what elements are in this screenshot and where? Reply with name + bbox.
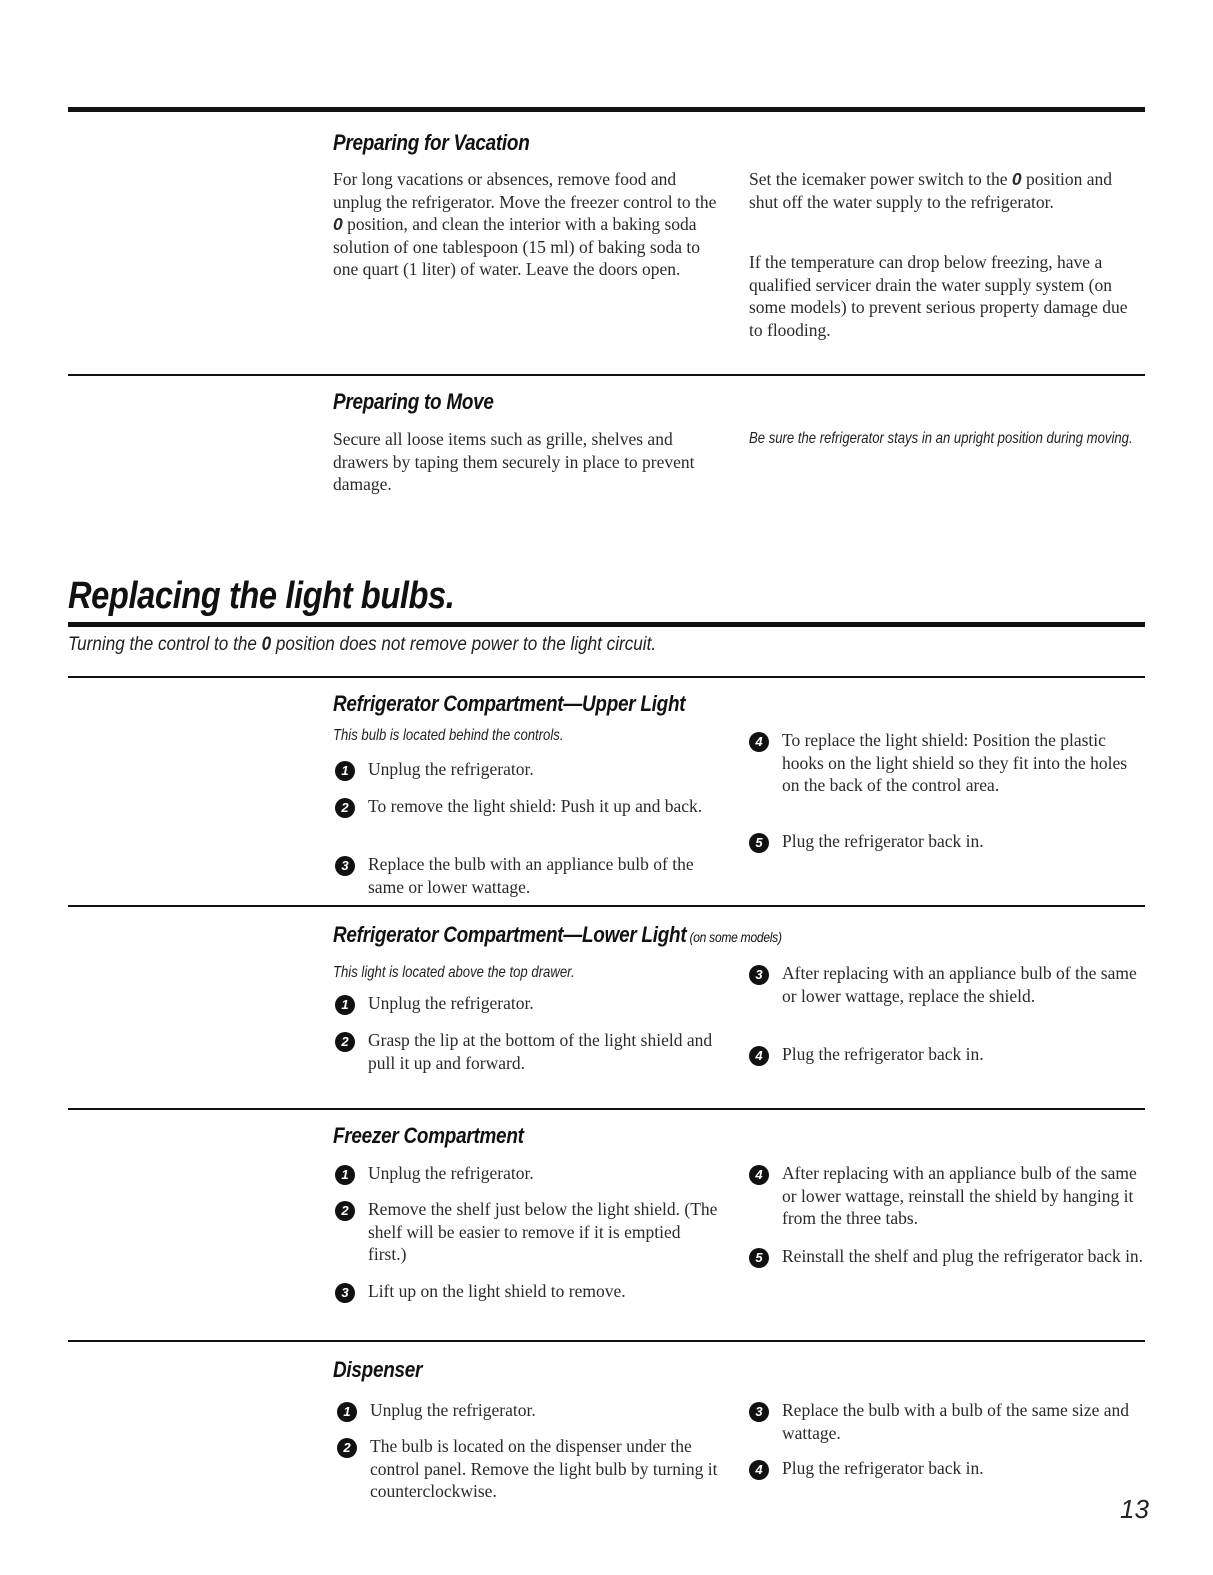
divider-move [68, 374, 1145, 376]
lower-step-2 [335, 1029, 720, 1074]
lower-light-note: This light is located above the top drawer. [333, 964, 575, 981]
vacation-left-post: position, and clean the interior with a baking soda solution of one tablespoon (15 ml) of baking soda to one quart (1 liter) of water. Leave the doors open. [333, 214, 700, 279]
zero-position-symbol: 0 [333, 214, 343, 234]
upper-step-4 [749, 729, 1144, 797]
dispenser-step-2 [337, 1435, 727, 1503]
main-title: Replacing the light bulbs. [68, 575, 455, 617]
step-number-icon: 4 [749, 1165, 769, 1185]
freezer-step-4 [749, 1162, 1149, 1230]
upper-light-note: This bulb is located behind the controls. [333, 727, 564, 744]
move-right-note: Be sure the refrigerator stays in an upright position during moving. [749, 430, 1133, 447]
lower-step-1 [335, 992, 720, 1015]
step-text: Replace the bulb with an appliance bulb of the same or lower wattage. [368, 854, 694, 897]
step-text: Reinstall the shelf and plug the refrigerator back in. [782, 1246, 1144, 1266]
freezer-step-2 [335, 1198, 720, 1266]
freezer-step-1 [335, 1162, 720, 1185]
step-text: Replace the bulb with a bulb of the same size and wattage. [782, 1400, 1129, 1443]
step-number-icon: 4 [749, 1046, 769, 1066]
freezer-step-5 [749, 1245, 1149, 1268]
title-rule [68, 622, 1145, 627]
step-text: Plug the refrigerator back in. [782, 1044, 984, 1064]
vacation-left-pre: For long vacations or absences, remove food and unplug the refrigerator. Move the freezer control to the [333, 169, 717, 212]
upper-step-3 [335, 853, 720, 898]
step-number-icon: 1 [337, 1402, 357, 1422]
step-number-icon: 3 [749, 1402, 769, 1422]
step-text: Remove the shelf just below the light shield. (The shelf will be easier to remove if it is emptied first.) [368, 1199, 718, 1264]
step-number-icon: 2 [335, 1032, 355, 1052]
step-text: After replacing with an appliance bulb of the same or lower wattage, reinstall the shield by hanging it from the three tabs. [782, 1163, 1137, 1228]
step-number-icon: 2 [335, 1201, 355, 1221]
divider-freezer [68, 1108, 1145, 1110]
step-text: Plug the refrigerator back in. [782, 831, 984, 851]
freezer-step-3 [335, 1280, 720, 1303]
dispenser-step-3 [749, 1399, 1149, 1444]
freezer-title: Freezer Compartment [333, 1123, 524, 1148]
dispenser-title: Dispenser [333, 1357, 423, 1382]
vacation-right-text-2: If the temperature can drop below freezing, have a qualified servicer drain the water supply system (on some models) to prevent serious property damage due to flooding. [749, 252, 1128, 340]
step-number-icon: 4 [749, 1460, 769, 1480]
upper-step-5 [749, 830, 1144, 853]
zero-position-symbol: 0 [1011, 169, 1022, 189]
move-left-text: Secure all loose items such as grille, shelves and drawers by taping them securely in place to prevent damage. [333, 429, 695, 494]
page-number: 13 [1120, 1494, 1149, 1524]
vacation-title: Preparing for Vacation [333, 130, 530, 155]
dispenser-step-1 [337, 1399, 727, 1422]
zero-position-symbol: 0 [261, 634, 272, 655]
lower-light-title-suffix: (on some models) [686, 929, 782, 945]
lower-light-title-text: Refrigerator Compartment—Lower Light [333, 922, 687, 947]
step-text: Grasp the lip at the bottom of the light shield and pull it up and forward. [368, 1030, 713, 1073]
step-text: After replacing with an appliance bulb of the same or lower wattage, replace the shield. [782, 963, 1137, 1006]
step-number-icon: 4 [749, 732, 769, 752]
step-number-icon: 2 [335, 798, 355, 818]
step-number-icon: 1 [335, 995, 355, 1015]
lower-light-title [333, 922, 782, 948]
step-text: To replace the light shield: Position the plastic hooks on the light shield so they fit into the holes on the back of the control area. [782, 730, 1128, 795]
dispenser-step-4 [749, 1457, 1149, 1480]
divider-lower [68, 905, 1145, 907]
vacation-right-text-1 [749, 168, 1144, 213]
move-title: Preparing to Move [333, 389, 494, 414]
step-text: Plug the refrigerator back in. [782, 1458, 984, 1478]
step-text: Unplug the refrigerator. [370, 1400, 536, 1420]
subtitle-post: position does not remove power to the light circuit. [271, 634, 657, 655]
vacation-right-pre: Set the icemaker power switch to the [749, 169, 1012, 189]
vacation-left-text [333, 168, 728, 281]
step-text: Lift up on the light shield to remove. [368, 1281, 626, 1301]
step-text: Unplug the refrigerator. [368, 993, 534, 1013]
bulbs-subtitle [68, 634, 656, 656]
step-text: Unplug the refrigerator. [368, 1163, 534, 1183]
upper-light-title: Refrigerator Compartment—Upper Light [333, 691, 686, 716]
step-text: The bulb is located on the dispenser under the control panel. Remove the light bulb by turning it counterclockwise. [370, 1436, 718, 1501]
vacation-right-post: position and shut off the water supply to the refrigerator. [749, 169, 1113, 212]
subtitle-pre: Turning the control to the [68, 634, 262, 655]
step-number-icon: 1 [335, 1165, 355, 1185]
step-text: Unplug the refrigerator. [368, 759, 534, 779]
lower-step-4 [749, 1043, 1144, 1066]
divider-dispenser [68, 1340, 1145, 1342]
step-number-icon: 1 [335, 761, 355, 781]
step-number-icon: 3 [749, 965, 769, 985]
top-rule [68, 107, 1145, 112]
upper-step-1 [335, 758, 720, 781]
step-number-icon: 3 [335, 856, 355, 876]
step-number-icon: 5 [749, 833, 769, 853]
step-number-icon: 5 [749, 1248, 769, 1268]
step-text: To remove the light shield: Push it up and back. [368, 796, 703, 816]
step-number-icon: 3 [335, 1283, 355, 1303]
divider-upper [68, 676, 1145, 678]
step-number-icon: 2 [337, 1438, 357, 1458]
upper-step-2 [335, 795, 720, 818]
lower-step-3 [749, 962, 1144, 1007]
